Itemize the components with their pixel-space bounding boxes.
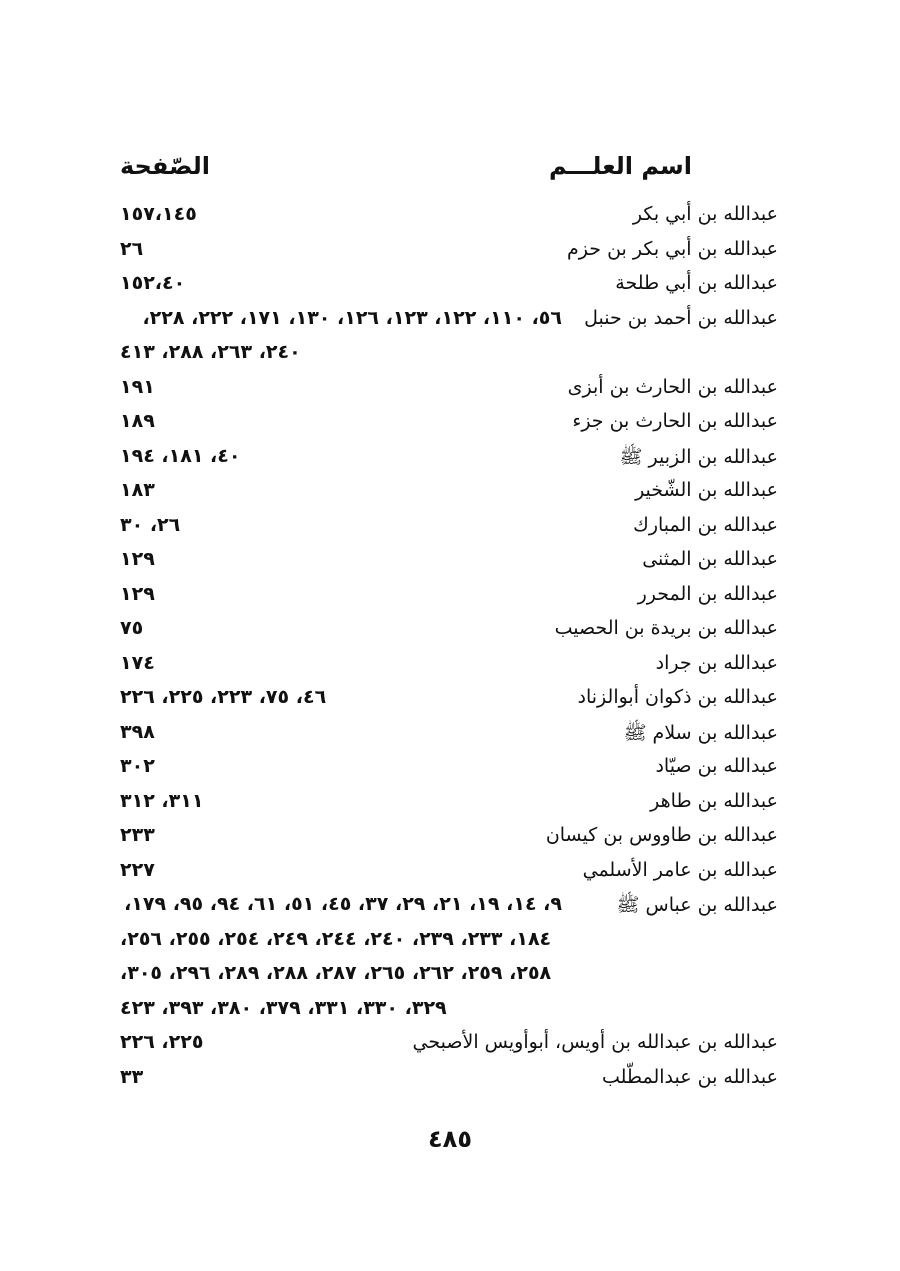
entry-name: عبدالله بن عبدالمطّلب — [601, 1066, 778, 1088]
entry-name: عبدالله بن عبدالله بن أويس، أبوأويس الأصبحي — [412, 1031, 778, 1053]
entry-pages: ١٢٩ — [120, 548, 155, 570]
entry-name: عبدالله بن الحارث بن جزء — [572, 410, 778, 432]
index-entry — [0, 410, 900, 444]
entry-name: عبدالله بن المثنى — [642, 548, 778, 570]
index-entry — [0, 1031, 900, 1065]
entry-name: عبدالله بن جراد — [655, 652, 778, 674]
entry-pages: ١٥٢،٤٠ — [120, 272, 186, 294]
entry-name: عبدالله بن الشّخير — [635, 479, 778, 501]
entry-pages: ٣٩٨ — [120, 721, 155, 743]
entry-name: عبدالله بن أبي طلحة — [615, 272, 778, 294]
entry-name: عبدالله بن طاهر — [650, 790, 778, 812]
entry-pages: ٤٦، ٧٥، ٢٢٣، ٢٢٥، ٢٢٦ — [120, 686, 327, 708]
index-entry — [0, 790, 900, 824]
entry-pages: ٧٥ — [120, 617, 144, 639]
index-entry — [0, 583, 900, 617]
entry-pages: ٣١١، ٣١٢ — [120, 790, 204, 812]
column-header-name: اسم العلـــم — [548, 152, 692, 180]
index-entry — [0, 893, 900, 927]
entry-name: عبدالله بن الحارث بن أبزى — [567, 376, 778, 398]
entry-name: عبدالله بن عامر الأسلمي — [582, 859, 778, 881]
entry-pages: ٥٦، ١١٠، ١٢٢، ١٢٣، ١٢٦، ١٣٠، ١٧١، ٢٢٢، ٢٢٨، — [142, 307, 562, 329]
index-entry-continuation — [0, 928, 900, 962]
entry-pages: ٢٢٧ — [120, 859, 155, 881]
index-entry — [0, 721, 900, 755]
entry-pages-continued: ٣٢٩، ٣٣٠، ٣٣١، ٣٧٩، ٣٨٠، ٣٩٣، ٤٢٣ — [120, 997, 447, 1019]
index-entry — [0, 203, 900, 237]
entry-pages-continued: ٢٤٠، ٢٦٣، ٢٨٨، ٤١٣ — [120, 341, 301, 363]
index-entry — [0, 755, 900, 789]
entry-name: عبدالله بن ذكوان أبوالزناد — [577, 686, 778, 708]
index-entry — [0, 376, 900, 410]
index-entry — [0, 514, 900, 548]
entry-name: عبدالله بن سلام ﷺ — [623, 722, 778, 744]
entry-pages: ١٥٧،١٤٥ — [120, 203, 197, 225]
index-entry — [0, 238, 900, 272]
entry-pages-continued: ٢٥٨، ٢٥٩، ٢٦٢، ٢٦٥، ٢٨٧، ٢٨٨، ٢٨٩، ٢٩٦، ٣٠٥، — [120, 962, 552, 984]
index-entry — [0, 617, 900, 651]
index-entry — [0, 307, 900, 341]
index-entry — [0, 652, 900, 686]
entry-pages: ١٨٣ — [120, 479, 155, 501]
entry-name: عبدالله بن أبي بكر بن حزم — [567, 238, 778, 260]
entry-pages: ٣٣ — [120, 1066, 144, 1088]
index-entry — [0, 445, 900, 479]
entry-pages-continued: ١٨٤، ٢٣٣، ٢٣٩، ٢٤٠، ٢٤٤، ٢٤٩، ٢٥٤، ٢٥٥، ٢٥٦، — [120, 928, 552, 950]
entry-name: عبدالله بن صيّاد — [655, 755, 778, 777]
entry-pages: ١٨٩ — [120, 410, 155, 432]
entry-pages: ٢٣٣ — [120, 824, 155, 846]
entry-pages: ٣٠٢ — [120, 755, 155, 777]
entry-name: عبدالله بن عباس ﷺ — [616, 894, 778, 916]
entry-name: عبدالله بن أبي بكر — [632, 203, 778, 225]
entry-name: عبدالله بن أحمد بن حنبل — [584, 307, 778, 329]
index-entry — [0, 824, 900, 858]
entry-pages: ٢٢٥، ٢٢٦ — [120, 1031, 204, 1053]
page-number: ٤٨٥ — [428, 1125, 472, 1153]
entry-pages: ١٩١ — [120, 376, 155, 398]
entry-pages: ١٢٩ — [120, 583, 155, 605]
entry-name: عبدالله بن المحرر — [637, 583, 778, 605]
index-entry-continuation — [0, 997, 900, 1031]
index-entry — [0, 548, 900, 582]
entry-name: عبدالله بن المبارك — [633, 514, 778, 536]
index-entry — [0, 479, 900, 513]
index-entry — [0, 1066, 900, 1100]
index-entry-continuation — [0, 962, 900, 996]
entry-name: عبدالله بن الزبير ﷺ — [619, 446, 778, 468]
entry-name: عبدالله بن طاووس بن كيسان — [545, 824, 778, 846]
index-entry — [0, 272, 900, 306]
entry-pages: ٤٠، ١٨١، ١٩٤ — [120, 445, 241, 467]
index-entry — [0, 859, 900, 893]
entry-pages: ٢٦، ٣٠ — [120, 514, 181, 536]
entry-pages: ٢٦ — [120, 238, 144, 260]
entry-pages: ٩، ١٤، ١٩، ٢١، ٢٩، ٣٧، ٤٥، ٥١، ٦١، ٩٤، ٩٥، ١٧٩، — [124, 893, 562, 915]
index-entry-continuation — [0, 341, 900, 375]
entry-name: عبدالله بن بريدة بن الحصيب — [554, 617, 778, 639]
entry-pages: ١٧٤ — [120, 652, 155, 674]
column-header-pages: الصّفحة — [120, 152, 211, 180]
index-entry — [0, 686, 900, 720]
